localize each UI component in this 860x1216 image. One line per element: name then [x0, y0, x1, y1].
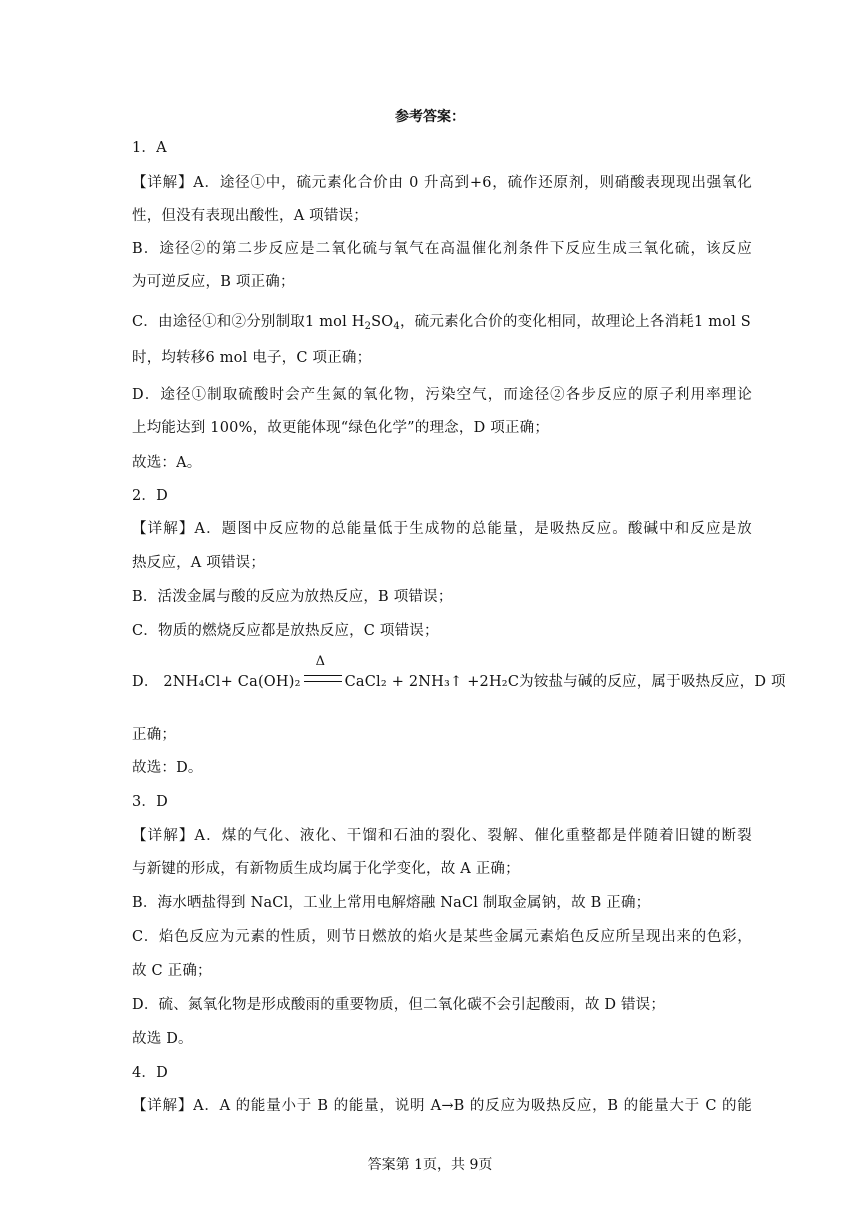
explanation-line-c [132, 310, 752, 331]
c-tail: 1 mol S [693, 314, 751, 330]
equation-right: CaCl₂ + 2NH₃↑ +2H₂C [344, 674, 520, 690]
explanation-line: B．活泼金属与酸的反应为放热反应，B 项错误； [132, 589, 453, 605]
answer-number: 1．A [132, 140, 167, 156]
equation-post: 为铵盐与碱的反应，属于吸热反应，D 项 [519, 674, 786, 690]
explanation-line: D．硫、氮氧化物是形成酸雨的重要物质，但二氧化碳不会引起酸雨，故 D 错误； [132, 997, 666, 1013]
subscript: 4 [393, 321, 400, 332]
conclusion: 故选：D。 [132, 760, 203, 776]
explanation-line: 【详解】A．题图中反应物的总能量低于生成物的总能量，是吸热反应。酸碱中和反应是放 [132, 521, 752, 537]
explanation-line: 【详解】A．途径①中，硫元素化合价由 0 升高到+6，硫作还原剂，则硝酸表现现出强氧化 [132, 175, 752, 191]
page-title: 参考答案： [395, 109, 465, 125]
conclusion: 故选 D。 [132, 1031, 193, 1047]
explanation-line: B．途径②的第二步反应是二氧化硫与氧气在高温催化剂条件下反应生成三氧化硫，该反应 [132, 241, 752, 257]
explanation-line: 故 C 正确； [132, 963, 212, 979]
c-prefix: C．由途径①和②分别制取 [132, 314, 305, 330]
equation-prefix: D． [132, 674, 159, 690]
explanation-line: 正确； [132, 727, 177, 743]
delta-symbol: Δ [315, 654, 326, 669]
explanation-line: 性，但没有表现出酸性，A 项错误； [132, 208, 368, 224]
explanation-line: D．途径①制取硫酸时会产生氮的氧化物，污染空气，而途径②各步反应的原子利用率理论 [132, 387, 752, 403]
explanation-line: 与新键的形成，有新物质生成均属于化学变化，故 A 正确； [132, 861, 520, 877]
c-so: SO [371, 314, 394, 330]
explanation-line: 上均能达到 100%，故更能体现“绿色化学”的理念，D 项正确； [132, 420, 550, 436]
c-mol: 1 mol H [305, 314, 365, 330]
answer-number: 4．D [132, 1065, 168, 1081]
explanation-line: C．焰色反应为元素的性质，则节日燃放的焰火是某些金属元素焰色反应所呈现出来的色彩， [132, 929, 752, 945]
page-footer: 答案第 1页，共 9页 [367, 1157, 493, 1173]
explanation-line: B．海水晒盐得到 NaCl，工业上常用电解熔融 NaCl 制取金属钠，故 B 正确； [132, 895, 651, 911]
explanation-line: 时，均转移6 mol 电子，C 项正确； [132, 350, 372, 366]
equation-left: 2NH₄Cl+ Ca(OH)₂ [163, 674, 301, 690]
answer-number: 3．D [132, 794, 168, 810]
explanation-line: C．物质的燃烧反应都是放热反应，C 项错误； [132, 623, 439, 639]
explanation-line: 热反应，A 项错误； [132, 555, 266, 571]
conclusion: 故选：A。 [132, 455, 202, 471]
subscript: 2 [364, 321, 372, 332]
answer-number: 2．D [132, 488, 168, 504]
heating-equals-sign [304, 654, 342, 682]
c-post: ，硫元素化合价的变化相同，故理论上各消耗 [399, 314, 694, 330]
explanation-line: 【详解】A．A 的能量小于 B 的能量，说明 A→B 的反应为吸热反应，B 的能量大于 C 的能 [132, 1098, 752, 1114]
explanation-line: 【详解】A．煤的气化、液化、干馏和石油的裂化、裂解、催化重整都是伴随着旧键的断裂 [132, 828, 752, 844]
explanation-line: 为可逆反应，B 项正确； [132, 274, 295, 290]
equation-line [132, 654, 786, 691]
